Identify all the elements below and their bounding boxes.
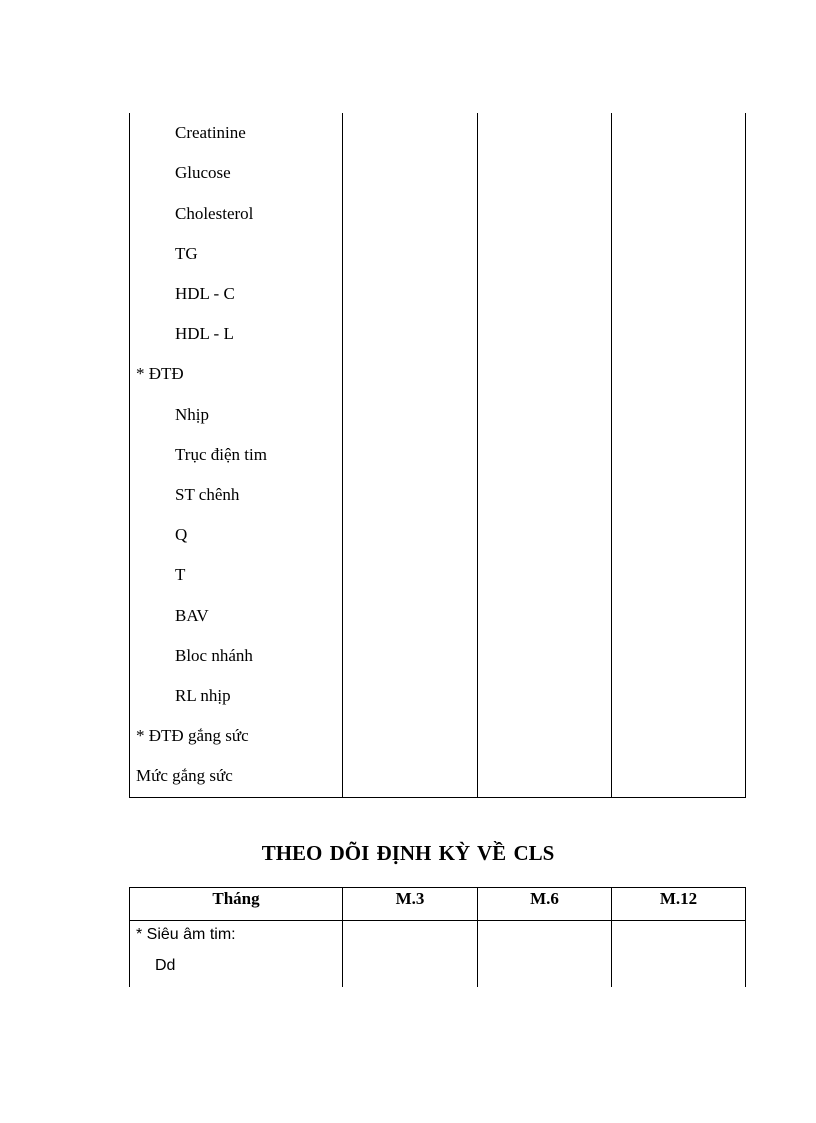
- lower-table-header-divider: [129, 920, 746, 921]
- row-label-st-chenh: ST chênh: [175, 485, 240, 504]
- upper-table-border-left: [129, 113, 130, 798]
- row-label-q: Q: [175, 525, 188, 544]
- row-label-rl-nhip: RL nhịp: [175, 686, 231, 705]
- row-label-dd: Dd: [155, 957, 176, 974]
- row-label-sieu-am-tim: * Siêu âm tim:: [136, 926, 236, 943]
- row-label-hdl-c: HDL - C: [175, 284, 235, 303]
- row-label-t: T: [175, 565, 186, 584]
- row-label-bloc-nhanh: Bloc nhánh: [175, 646, 253, 665]
- row-label-hdl-l: HDL - L: [175, 324, 234, 343]
- header-thang: Tháng: [212, 889, 260, 908]
- row-label-glucose: Glucose: [175, 163, 231, 182]
- header-m6: M.6: [530, 889, 559, 908]
- upper-table-divider-2: [477, 113, 478, 798]
- lower-table-border-top: [129, 887, 746, 888]
- header-m3: M.3: [395, 889, 425, 908]
- row-label-bav: BAV: [175, 606, 209, 625]
- row-label-tg: TG: [175, 244, 198, 263]
- row-label-muc-gang-suc: Mức gắng sức: [136, 766, 233, 785]
- row-label-creatinine: Creatinine: [175, 123, 246, 142]
- lower-table-border-right: [745, 887, 746, 987]
- row-label-dtd-gang-suc: * ĐTĐ gắng sức: [136, 726, 249, 745]
- header-m12: M.12: [659, 889, 698, 908]
- row-label-dtd: * ĐTĐ: [136, 364, 184, 383]
- row-label-nhip: Nhịp: [175, 405, 209, 424]
- row-label-cholesterol: Cholesterol: [175, 204, 254, 223]
- row-label-truc-dien-tim: Trục điện tim: [175, 445, 267, 464]
- upper-table-divider-1: [342, 113, 343, 798]
- upper-table-border-bottom: [129, 797, 746, 798]
- section-title: THEO DÕI ĐỊNH KỲ VỀ CLS: [261, 841, 555, 865]
- upper-table-divider-3: [611, 113, 612, 798]
- upper-table-border-right: [745, 113, 746, 798]
